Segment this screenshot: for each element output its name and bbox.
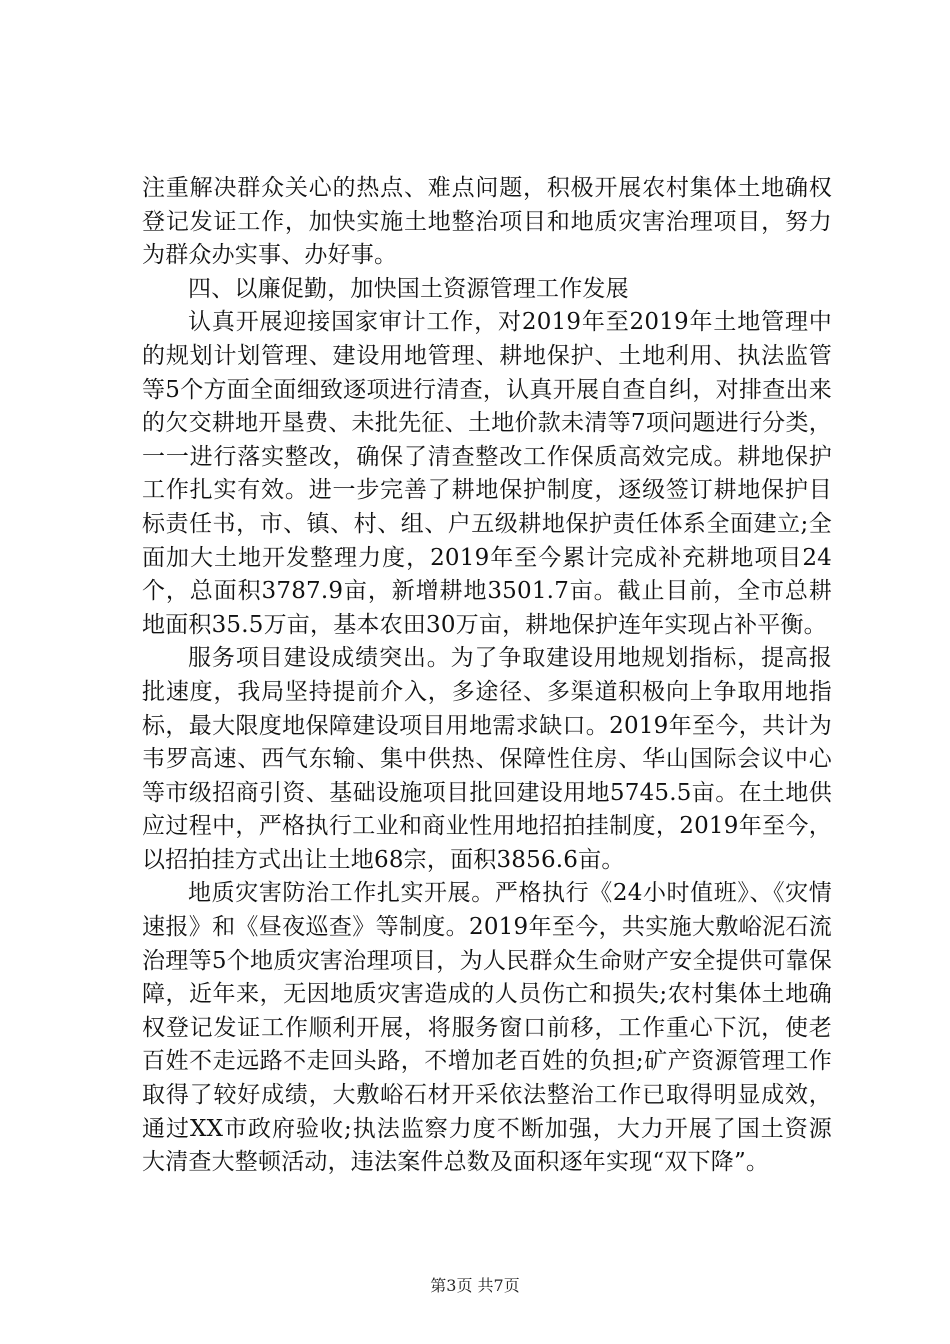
paragraph-1: 注重解决群众关心的热点、难点问题，积极开展农村集体土地确权登记发证工作，加快实施土地整治项目和地质灾害治理项目，努力为群众办实事、办好事。	[142, 175, 832, 269]
paragraph-geohazard: 地质灾害防治工作扎实开展。严格执行《24小时值班》、《灾情速报》和《昼夜巡查》等制度。2019年至今，共实施大敷峪泥石流治理等5个地质灾害治理项目，为人民群众生命财产安全提供可靠保障，近年来，无因地质灾害造成的人员伤亡和损失;农村集体土地确权登记发证工作顺利开展，将服务窗口前移，工作重心下沉，使老百姓不走远路不走回头路，不增加老百姓的负担;矿产资源管理工作取得了较好成绩，大敷峪石材开采依法整治工作已取得明显成效，通过XX市政府验收;执法监察力度不断加强，大力开展了国土资源大清查大整顿活动，违法案件总数及面积逐年实现“双下降”。	[142, 880, 832, 1176]
section-heading-4: 四、以廉促勤，加快国土资源管理工作发展	[188, 275, 629, 302]
document-body	[142, 172, 832, 1180]
paragraph-audit-farmland: 认真开展迎接国家审计工作，对2019年至2019年土地管理中的规划计划管理、建设用地管理、耕地保护、土地利用、执法监管等5个方面全面细致逐项进行清查，认真开展自查自纠，对排查出来的欠交耕地开垦费、未批先征、土地价款未清等7项问题进行分类，一一进行落实整改，确保了清查整改工作保质高效完成。耕地保护工作扎实有效。进一步完善了耕地保护制度，逐级签订耕地保护目标责任书，市、镇、村、组、户五级耕地保护责任体系全面建立;全面加大土地开发整理力度，2019年至今累计完成补充耕地项目24个，总面积3787.9亩，新增耕地3501.7亩。截止目前，全市总耕地面积35.5万亩，基本农田30万亩，耕地保护连年实现占补平衡。	[142, 309, 832, 638]
paragraph-project-service: 服务项目建设成绩突出。为了争取建设用地规划指标，提高报批速度，我局坚持提前介入，多途径、多渠道积极向上争取用地指标，最大限度地保障建设项目用地需求缺口。2019年至今，共计为韦罗高速、西气东输、集中供热、保障性住房、华山国际会议中心等市级招商引资、基础设施项目批回建设用地5745.5亩。在土地供应过程中，严格执行工业和商业性用地招拍挂制度，2019年至今，以招拍挂方式出让土地68宗，面积3856.6亩。	[142, 645, 832, 873]
page-number-footer: 第3页 共7页	[430, 1276, 520, 1295]
